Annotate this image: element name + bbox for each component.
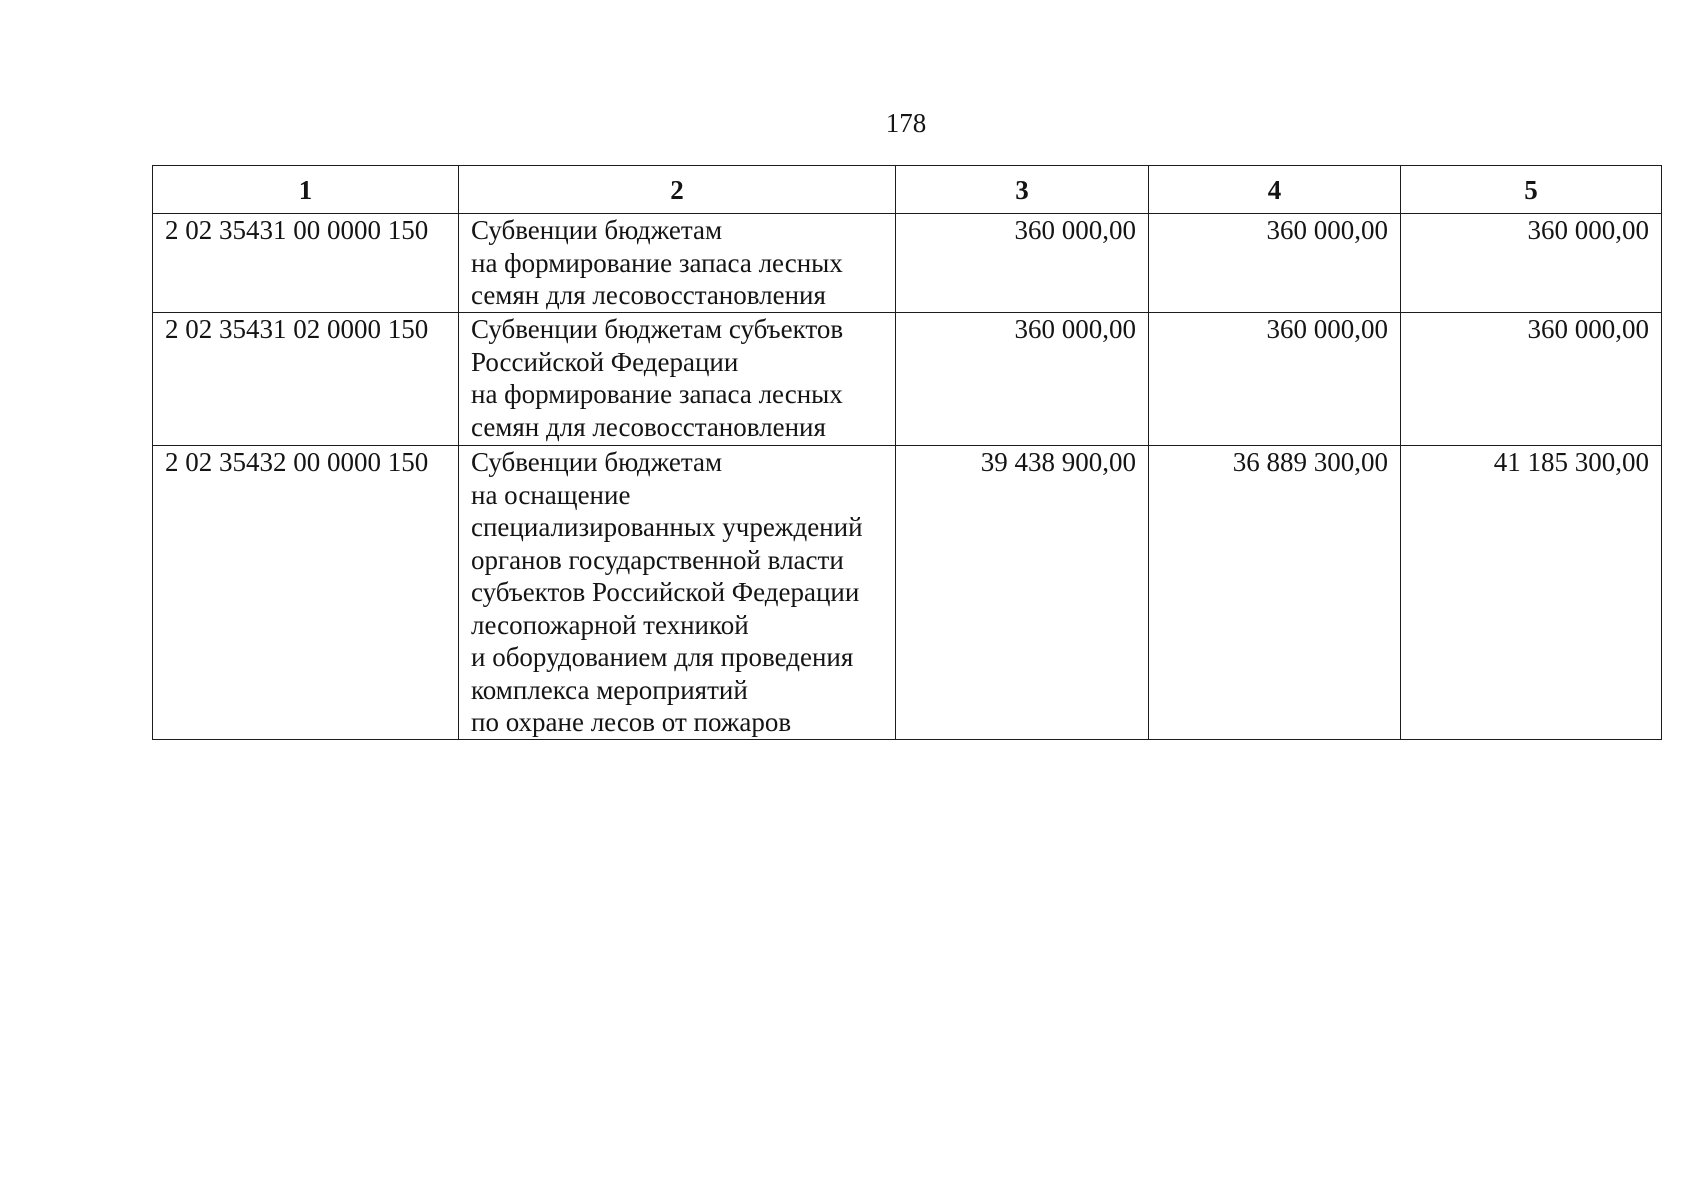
table-row (153, 313, 1662, 446)
description-line: лесопожарной техникой (471, 609, 749, 640)
page-number: 178 (885, 108, 927, 138)
description-line: на формирование запаса лесных (471, 247, 843, 278)
description-line: субъектов Российской Федерации (471, 577, 860, 607)
amount-col4-cell: 36 889 300,00 (1149, 446, 1401, 740)
amount-col5-cell: 360 000,00 (1401, 214, 1662, 313)
amount-col5-cell: 41 185 300,00 (1401, 446, 1662, 740)
description-line: семян для лесовосстановления (471, 280, 826, 310)
amount-col3-cell: 360 000,00 (896, 313, 1149, 446)
table-header-row (153, 166, 1662, 214)
description-line: и оборудованием для проведения (471, 642, 854, 672)
description-line: Субвенции бюджетам (471, 215, 723, 245)
column-header-3: 3 (896, 166, 1149, 214)
description-cell (459, 313, 896, 446)
budget-code-cell: 2 02 35431 02 0000 150 (153, 313, 459, 446)
budget-table (152, 165, 1662, 740)
description-line: органов государственной власти (471, 544, 844, 575)
amount-col3-cell: 360 000,00 (896, 214, 1149, 313)
description-line: Субвенции бюджетам субъектов (471, 314, 844, 344)
description-line: по охране лесов от пожаров (471, 707, 792, 737)
column-header-4: 4 (1149, 166, 1401, 214)
budget-code-cell: 2 02 35432 00 0000 150 (153, 446, 459, 740)
table-row (153, 446, 1662, 740)
table-row (153, 214, 1662, 313)
amount-col4-cell: 360 000,00 (1149, 313, 1401, 446)
column-header-5: 5 (1401, 166, 1662, 214)
description-line: специализированных учреждений (471, 512, 863, 542)
amount-col5-cell: 360 000,00 (1401, 313, 1662, 446)
amount-col3-cell: 39 438 900,00 (896, 446, 1149, 740)
column-header-1: 1 (153, 166, 459, 214)
column-header-2: 2 (459, 166, 896, 214)
description-cell (459, 446, 896, 740)
description-line: на формирование запаса лесных (471, 379, 843, 409)
amount-col4-cell: 360 000,00 (1149, 214, 1401, 313)
budget-code-cell: 2 02 35431 00 0000 150 (153, 214, 459, 313)
description-cell (459, 214, 896, 313)
description-line: семян для лесовосстановления (471, 411, 826, 442)
description-line: комплекса мероприятий (471, 674, 748, 705)
description-line: Российской Федерации (471, 346, 739, 377)
description-line: на оснащение (471, 479, 631, 510)
description-line: Субвенции бюджетам (471, 447, 723, 477)
